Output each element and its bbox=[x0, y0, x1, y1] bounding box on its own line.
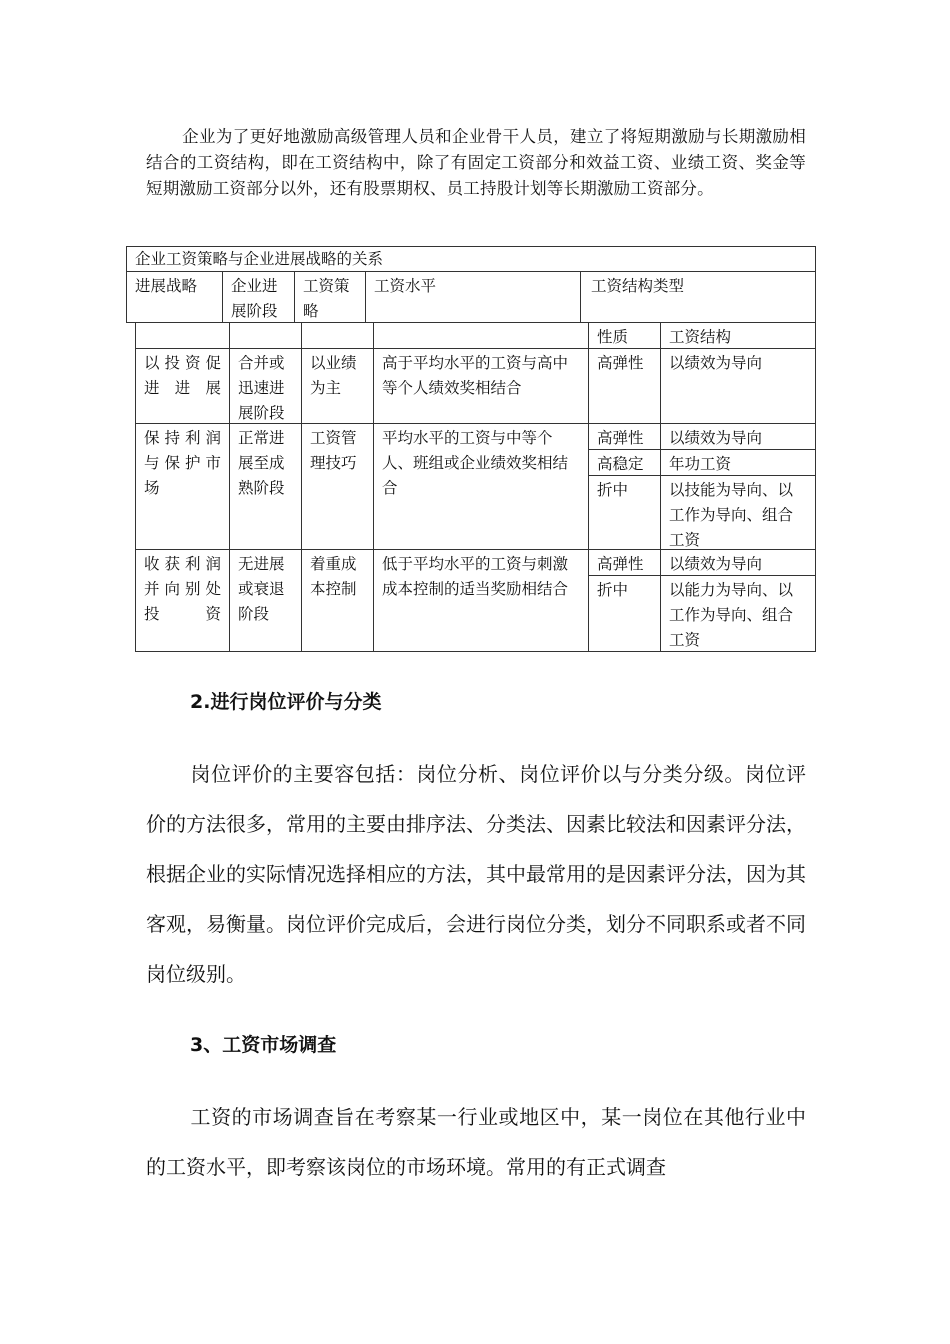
section2-heading: 2.进行岗位评价与分类 bbox=[190, 691, 382, 713]
row3-policy: 着重成本控制 bbox=[301, 549, 374, 652]
row3-stage: 无进展或衰退阶段 bbox=[229, 549, 302, 652]
strategy-table bbox=[126, 246, 816, 652]
section2-paragraph bbox=[146, 749, 806, 999]
section3-text: 工资的市场调查旨在考察某一行业或地区中，某一岗位在其他行业中的工资水平，即考察该岗位的市场环境。常用的有正式调查 bbox=[146, 1105, 806, 1179]
header-structure-type: 工资结构类型 bbox=[580, 271, 816, 323]
row2-stage: 正常进展至成熟阶段 bbox=[229, 423, 302, 550]
subheader-blank-3 bbox=[301, 322, 374, 349]
header-stage: 企业进展阶段 bbox=[222, 271, 295, 323]
row2-nature-3: 折中 bbox=[588, 475, 661, 550]
subheader-blank-1 bbox=[135, 322, 230, 349]
row3-level: 低于平均水平的工资与刺激成本控制的适当奖励相结合 bbox=[373, 549, 589, 652]
row3-strategy: 收获利润并向别处投资 bbox=[135, 549, 230, 652]
row2-structure-3: 以技能为导向、以工作为导向、组合工资 bbox=[660, 475, 816, 550]
row3-structure-2: 以能力为导向、以工作为导向、组合工资 bbox=[660, 575, 816, 652]
row1-stage: 合并或迅速进展阶段 bbox=[229, 348, 302, 424]
row3-nature-1: 高弹性 bbox=[588, 549, 661, 576]
row2-level: 平均水平的工资与中等个人、班组或企业绩效奖相结合 bbox=[373, 423, 589, 550]
header-nature: 性质 bbox=[588, 322, 661, 349]
intro-paragraph bbox=[146, 124, 806, 202]
section3-heading: 3、工资市场调查 bbox=[190, 1034, 337, 1056]
header-level: 工资水平 bbox=[365, 271, 581, 323]
row1-structure: 以绩效为导向 bbox=[660, 348, 816, 424]
row1-level: 高于平均水平的工资与高中等个人绩效奖相结合 bbox=[373, 348, 589, 424]
row3-nature-2: 折中 bbox=[588, 575, 661, 652]
table-title: 企业工资策略与企业进展战略的关系 bbox=[126, 246, 816, 272]
row2-strategy: 保持利润与保护市场 bbox=[135, 423, 230, 550]
row3-structure-1: 以绩效为导向 bbox=[660, 549, 816, 576]
subheader-blank-2 bbox=[229, 322, 302, 349]
section2-text: 岗位评价的主要容包括：岗位分析、岗位评价以与分类分级。岗位评价的方法很多，常用的主要由排序法、分类法、因素比较法和因素评分法，根据企业的实际情况选择相应的方法，其中最常用的是因素评分法，因为其客观，易衡量。岗位评价完成后，会进行岗位分类，划分不同职系或者不同岗位级别。 bbox=[146, 762, 806, 986]
row1-strategy: 以投资促进进展 bbox=[135, 348, 230, 424]
row1-nature: 高弹性 bbox=[588, 348, 661, 424]
subheader-blank-4 bbox=[373, 322, 589, 349]
row2-nature-2: 高稳定 bbox=[588, 449, 661, 476]
row2-structure-1: 以绩效为导向 bbox=[660, 423, 816, 450]
header-policy: 工资策略 bbox=[294, 271, 366, 323]
header-strategy: 进展战略 bbox=[126, 271, 223, 323]
row2-nature-1: 高弹性 bbox=[588, 423, 661, 450]
row1-policy: 以业绩为主 bbox=[301, 348, 374, 424]
section3-paragraph bbox=[146, 1092, 806, 1192]
header-structure: 工资结构 bbox=[660, 322, 816, 349]
row2-policy: 工资管理技巧 bbox=[301, 423, 374, 550]
intro-text: 企业为了更好地激励高级管理人员和企业骨干人员，建立了将短期激励与长期激励相结合的工资结构，即在工资结构中，除了有固定工资部分和效益工资、业绩工资、奖金等短期激励工资部分以外，还有股票期权、员工持股计划等长期激励工资部分。 bbox=[146, 127, 806, 198]
row2-structure-2: 年功工资 bbox=[660, 449, 816, 476]
